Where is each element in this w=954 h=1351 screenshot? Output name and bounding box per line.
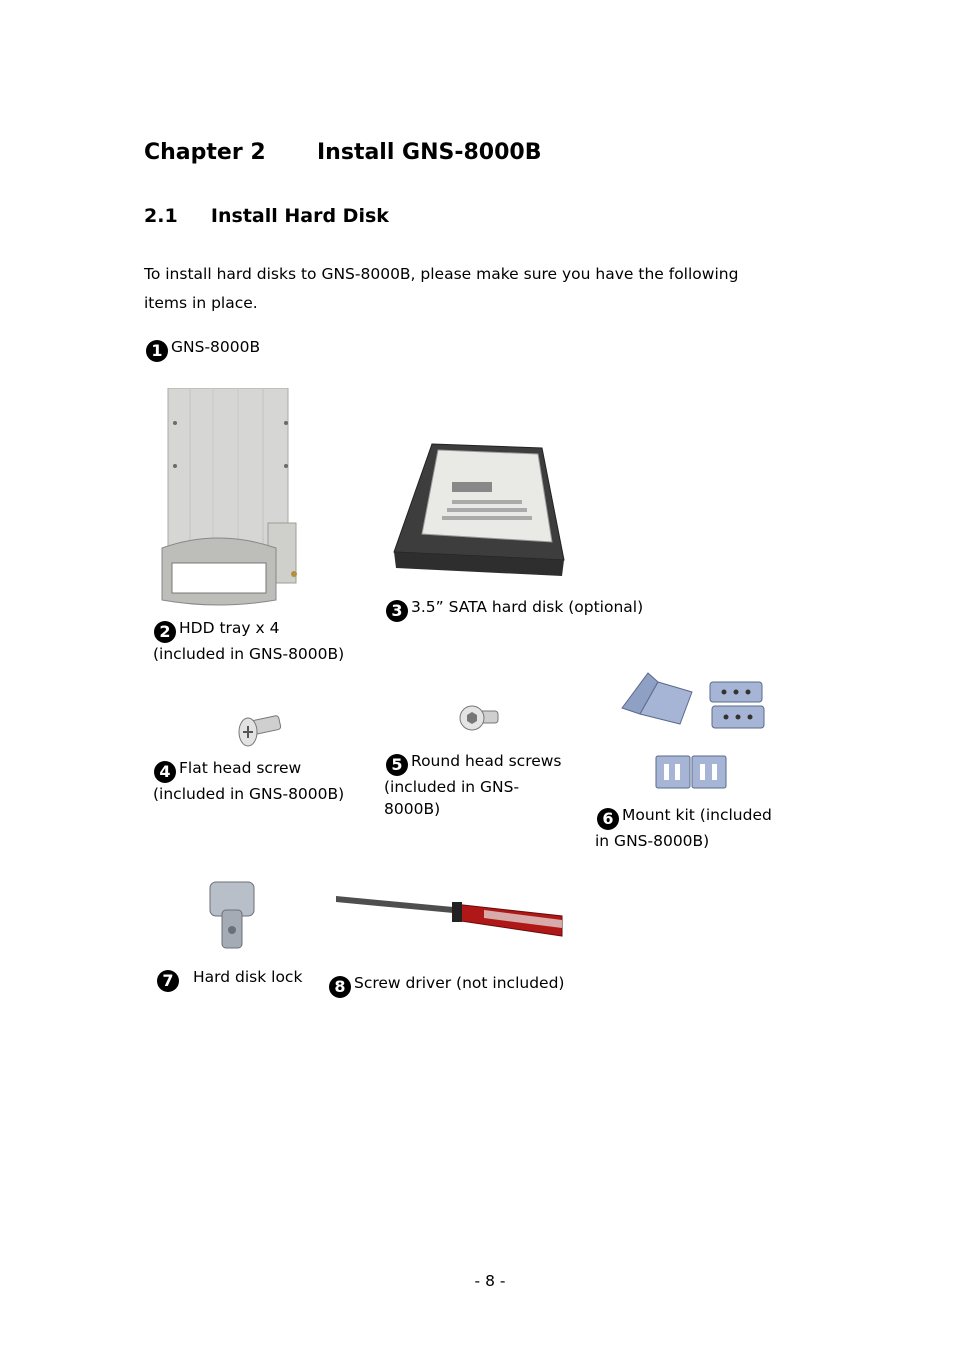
item-6-label: Mount kit (included: [622, 806, 772, 824]
item-7-number: 7: [157, 970, 179, 992]
chapter-heading: [144, 140, 542, 165]
item-1-caption: [146, 336, 260, 362]
item-2-number: 2: [154, 621, 176, 643]
item-5-label: Round head screws: [411, 752, 562, 770]
intro-line-2: items in place.: [144, 294, 258, 312]
sata-hard-disk-image: [392, 442, 567, 580]
item-2-caption: [154, 617, 344, 666]
item-7-label: Hard disk lock: [193, 968, 303, 986]
page-number: - 8 -: [474, 1272, 506, 1290]
item-2-sublabel: (included in GNS-8000B): [153, 645, 345, 663]
item-4-caption: [154, 757, 344, 806]
item-6-caption: [597, 804, 772, 853]
hdd-tray-image: [158, 388, 304, 608]
screwdriver-image: [334, 892, 566, 944]
section-heading: [144, 205, 389, 227]
intro-line-1: To install hard disks to GNS-8000B, please make sure you have the following: [144, 265, 739, 283]
round-head-screw-image: [458, 704, 502, 736]
item-8-caption: [329, 972, 564, 998]
hard-disk-lock-image: [206, 880, 258, 952]
item-7-caption: [157, 966, 302, 992]
item-3-label: 3.5” SATA hard disk (optional): [411, 598, 644, 616]
item-8-number: 8: [329, 976, 351, 998]
chapter-number: Chapter 2: [144, 140, 266, 165]
chapter-title: Install GNS-8000B: [317, 140, 542, 165]
flat-head-screw-image: [236, 712, 286, 748]
intro-paragraph: [144, 260, 824, 318]
item-1-label: GNS-8000B: [171, 338, 261, 356]
item-8-label: Screw driver (not included): [354, 974, 565, 992]
item-5-caption: [386, 750, 562, 820]
item-4-label: Flat head screw: [179, 759, 302, 777]
section-number: 2.1: [144, 205, 178, 227]
item-5-sublabel-2: 8000B): [384, 800, 441, 818]
item-3-number: 3: [386, 600, 408, 622]
item-5-number: 5: [386, 754, 408, 776]
item-1-number: 1: [146, 340, 168, 362]
item-6-sublabel: in GNS-8000B): [595, 832, 710, 850]
item-5-sublabel-1: (included in GNS-: [384, 778, 520, 796]
item-4-number: 4: [154, 761, 176, 783]
item-3-caption: [386, 596, 643, 622]
mount-kit-image: [620, 668, 770, 793]
item-4-sublabel: (included in GNS-8000B): [153, 785, 345, 803]
item-2-label: HDD tray x 4: [179, 619, 280, 637]
section-title: Install Hard Disk: [210, 205, 389, 227]
item-6-number: 6: [597, 808, 619, 830]
